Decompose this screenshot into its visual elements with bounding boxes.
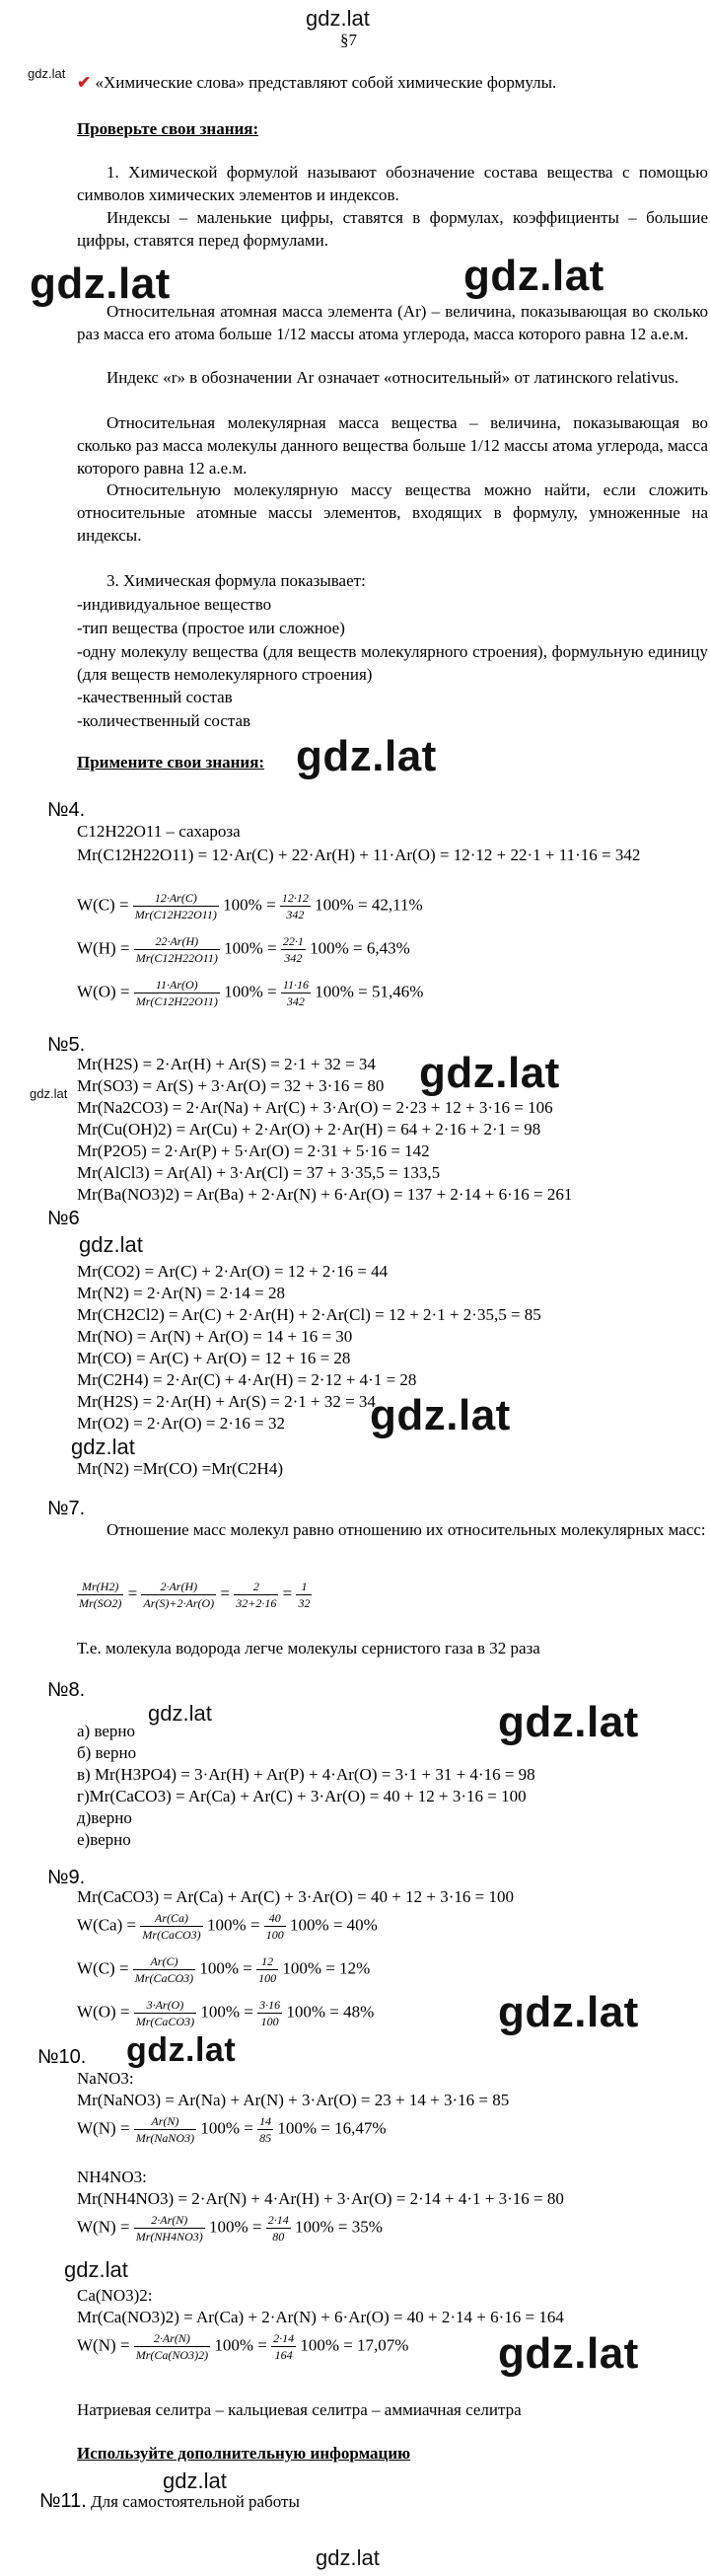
watermark: gdz.lat <box>163 2468 227 2493</box>
answer-line: а) верно <box>77 1722 136 1740</box>
substance-name: Ca(NO3)2: <box>77 2286 153 2305</box>
formula-line: Mr(NaNO3) = Ar(Na) + Ar(N) + 3·Ar(O) = 23 + 14 + 3·16 = 85 <box>77 2091 510 2109</box>
formula-line: Mr(Na2CO3) = 2·Ar(Na) + Ar(C) + 3·Ar(O) = 2·23 + 12 + 3·16 = 106 <box>77 1098 553 1117</box>
task-4-label: №4. <box>47 799 86 821</box>
watermark: gdz.lat <box>498 2329 639 2378</box>
formula-line: Mr(CH2Cl2) = Ar(C) + 2·Ar(H) + 2·Ar(Cl) = 12 + 2·1 + 2·35,5 = 85 <box>77 1305 541 1324</box>
paragraph: Индексы – маленькие цифры, ставятся в формулах, коэффициенты – большие цифры, ставятся перед формулами. <box>77 208 708 250</box>
paragraph: 3. Химическая формула показывает: <box>106 571 366 590</box>
ratio-formula: $\frac{Mr(H2)}{Mr(SO2)}$ = $\frac{2\cdot Ar(H)}{Ar(S)+2\cdot Ar(O)}$ = $\frac{2}{32+2\cdot 16}$ = $\frac{1}{32}$ <box>79 1580 311 1611</box>
formula-line: Mr(H2S) = 2·Ar(H) + Ar(S) = 2·1 + 32 = 34 <box>77 1055 376 1073</box>
watermark: gdz.lat <box>296 732 437 780</box>
paragraph: Отношение масс молекул равно отношению их относительных молекулярных масс: <box>106 1520 706 1539</box>
task-11-label: №11. <box>39 2490 87 2512</box>
watermark: gdz.lat <box>316 2545 380 2570</box>
check-knowledge-heading: Проверьте свои знания: <box>77 119 259 138</box>
formula-line: Mr(Cu(OH)2) = Ar(Cu) + 2·Ar(O) + 2·Ar(H) = 64 + 2·16 + 2·1 = 98 <box>77 1120 541 1139</box>
task-10-label: №10. <box>37 2046 87 2068</box>
list-item: -тип вещества (простое или сложное) <box>77 619 345 637</box>
watermark: gdz.lat <box>498 1988 639 2036</box>
watermark: gdz.lat <box>71 1435 135 1459</box>
paragraph: Относительная молекулярная масса вещества – величина, показывающая во сколько раз масса молекулы данного вещества больше 1/12 массы атома углерода, масса которого равна 12 а.е.м. <box>77 413 708 478</box>
mass-fraction-h: W(H) = $\frac{22\cdot Ar(H)}{Mr(C12H22O11)}$ 100% = $\frac{22\cdot 1}{342}$ 100% = 6,43% <box>77 934 410 966</box>
formula-line: Mr(N2) =Mr(CO) =Mr(C2H4) <box>77 1459 283 1478</box>
watermark: gdz.lat <box>30 259 171 308</box>
task-9-label: №9. <box>47 1867 86 1888</box>
answer-line: в) Mr(H3PO4) = 3·Ar(H) + Ar(P) + 4·Ar(O) = 3·1 + 31 + 4·16 = 98 <box>77 1765 535 1784</box>
list-item: -количественный состав <box>77 711 251 730</box>
formula-line: Mr(Ba(NO3)2) = Ar(Ba) + 2·Ar(N) + 6·Ar(O) = 137 + 2·14 + 6·16 = 261 <box>77 1185 573 1204</box>
watermark: gdz.lat <box>498 1698 639 1746</box>
formula-line: Mr(NH4NO3) = 2·Ar(N) + 4·Ar(H) + 3·Ar(O) = 2·14 + 4·1 + 3·16 = 80 <box>77 2189 564 2208</box>
formula-line: Mr(CO) = Ar(C) + Ar(O) = 12 + 16 = 28 <box>77 1349 351 1367</box>
watermark: gdz.lat <box>64 2257 128 2282</box>
watermark: gdz.lat <box>463 252 604 300</box>
formula-line: Mr(C2H4) = 2·Ar(C) + 4·Ar(H) = 2·12 + 4·1 = 28 <box>77 1370 417 1389</box>
paragraph: Относительную молекулярную массу вещества можно найти, если сложить относительные атомные массы элементов, входящих в формулу, умноженные на индексы. <box>77 480 708 545</box>
intro-text: «Химические слова» представляют собой химические формулы. <box>95 73 557 92</box>
watermark: gdz.lat <box>28 66 66 81</box>
task-8-label: №8. <box>47 1679 86 1701</box>
formula-line: Mr(N2) = 2·Ar(N) = 2·14 = 28 <box>77 1284 285 1302</box>
task-6-label: №6 <box>47 1208 80 1229</box>
mass-fraction-c: W(C) = $\frac{Ar(C)}{\text{Mr(CaCO3)}}$ 100% = $\frac{12}{100}$ 100% = 12% <box>77 1954 371 1986</box>
watermark: gdz.lat <box>30 1086 68 1101</box>
mass-fraction-n: W(N) = $\frac{2\cdot Ar(N)}{Mr(Ca(NO3)2)}$ 100% = $\frac{2\cdot 14}{164}$ 100% = 17,07% <box>77 2331 409 2363</box>
extra-info-heading: Используйте дополнительную информацию <box>77 2444 411 2463</box>
watermark: gdz.lat <box>79 1232 143 1257</box>
section-number: §7 <box>340 31 357 49</box>
check-icon: ✔ <box>77 73 92 92</box>
task-11-line <box>39 2488 300 2515</box>
task-11-text: Для самостоятельной работы <box>91 2492 300 2511</box>
formula-line: Mr(H2S) = 2·Ar(H) + Ar(S) = 2·1 + 32 = 34 <box>77 1392 376 1411</box>
conclusion: Т.е. молекула водорода легче молекулы сернистого газа в 32 раза <box>77 1639 540 1657</box>
formula-line: Mr(C12H22O11) = 12·Ar(C) + 22·Ar(H) + 11·Ar(O) = 12·12 + 22·1 + 11·16 = 342 <box>77 846 641 864</box>
watermark: gdz.lat <box>419 1049 560 1097</box>
formula-line: C12H22O11 – сахароза <box>77 822 241 841</box>
answer-line: д)верно <box>77 1808 132 1827</box>
mass-fraction-ca: W(Ca) = $\frac{Ar(Ca)}{\text{Mr(CaCO3)}}$ 100% = $\frac{40}{100}$ 100% = 40% <box>77 1911 378 1943</box>
intro-line <box>77 72 556 95</box>
watermark: gdz.lat <box>370 1391 511 1439</box>
substance-name: NH4NO3: <box>77 2168 147 2186</box>
paragraph: Индекс «r» в обозначении Ar означает «относительный» от латинского relativus. <box>106 368 679 387</box>
formula-line: Mr(NO) = Ar(N) + Ar(O) = 14 + 16 = 30 <box>77 1327 353 1346</box>
formula-line: Mr(SO3) = Ar(S) + 3·Ar(O) = 32 + 3·16 = 80 <box>77 1076 385 1095</box>
list-item: -одну молекулу вещества (для веществ молекулярного строения), формульную единицу (для веществ немолекулярного строения) <box>77 642 708 684</box>
substance-name: NaNO3: <box>77 2069 134 2088</box>
apply-knowledge-heading: Примените свои знания: <box>77 753 265 772</box>
mass-fraction-o: W(O) = $\frac{3\cdot Ar(O)}{\text{Mr(CaCO3)}}$ 100% = $\frac{3\cdot 16}{100}$ 100% = 48% <box>77 1998 375 2029</box>
mass-fraction-c: W(C) = $\frac{12\cdot Ar(C)}{Mr(C12H22O11)}$ 100% = $\frac{12\cdot 12}{342}$ 100% = 42,11% <box>77 891 423 922</box>
top-watermark: gdz.lat <box>306 6 370 31</box>
answer-line: г)Mr(CaCO3) = Ar(Ca) + Ar(C) + 3·Ar(O) = 40 + 12 + 3·16 = 100 <box>77 1787 527 1805</box>
formula-line: Mr(AlCl3) = Ar(Al) + 3·Ar(Cl) = 37 + 3·35,5 = 133,5 <box>77 1163 441 1182</box>
mass-fraction-n: W(N) = $\frac{Ar(N)}{\text{Mr(NaNO3)}}$ 100% = $\frac{14}{85}$ 100% = 16,47% <box>77 2114 387 2146</box>
task-5-label: №5. <box>47 1034 86 1056</box>
answer-line: е)верно <box>77 1830 131 1849</box>
mass-fraction-o: W(O) = $\frac{11\cdot Ar(O)}{Mr(C12H22O11)}$ 100% = $\frac{11\cdot 16}{342}$ 100% = 51,46% <box>77 978 424 1009</box>
list-item: -индивидуальное вещество <box>77 595 272 614</box>
formula-line: Mr(Ca(NO3)2) = Ar(Ca) + 2·Ar(N) + 6·Ar(O) = 40 + 2·14 + 6·16 = 164 <box>77 2308 564 2326</box>
paragraph: 1. Химической формулой называют обозначение состава вещества с помощью символов химических элементов и индексов. <box>77 163 708 204</box>
watermark: gdz.lat <box>126 2031 237 2069</box>
conclusion: Натриевая селитра – кальциевая селитра – аммиачная селитра <box>77 2400 522 2419</box>
formula-line: Mr(O2) = 2·Ar(O) = 2·16 = 32 <box>77 1414 285 1433</box>
formula-line: Mr(CaCO3) = Ar(Ca) + Ar(C) + 3·Ar(O) = 40 + 12 + 3·16 = 100 <box>77 1887 514 1906</box>
watermark: gdz.lat <box>148 1701 212 1726</box>
paragraph: Относительная атомная масса элемента (Ar) – величина, показывающая во сколько раз масса его атома больше 1/12 массы атома углерода, масса которого равна 12 а.е.м. <box>77 302 708 343</box>
mass-fraction-n: W(N) = $\frac{2\cdot Ar(N)}{Mr(NH4NO3)}$ 100% = $\frac{2\cdot 14}{80}$ 100% = 35% <box>77 2213 383 2245</box>
task-7-label: №7. <box>47 1498 86 1519</box>
formula-line: Mr(CO2) = Ar(C) + 2·Ar(O) = 12 + 2·16 = 44 <box>77 1262 389 1281</box>
answer-line: б) верно <box>77 1743 137 1762</box>
formula-line: Mr(P2O5) = 2·Ar(P) + 5·Ar(O) = 2·31 + 5·16 = 142 <box>77 1141 430 1160</box>
list-item: -качественный состав <box>77 688 233 706</box>
